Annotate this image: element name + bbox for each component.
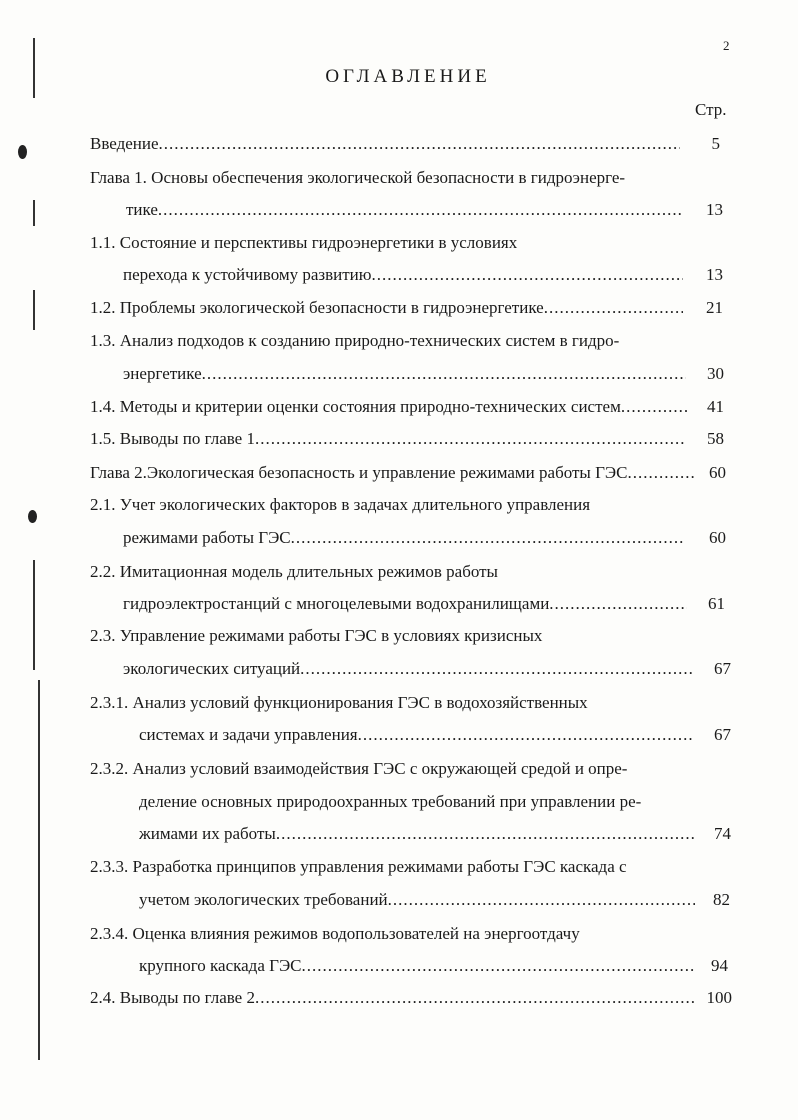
leader-dots [158,200,682,220]
margin-line [38,680,40,1060]
toc-entry-page: 67 [714,659,731,678]
toc-entry-page: 58 [707,429,724,448]
toc-entry-text: режимами работы ГЭС [123,528,291,547]
toc-entry-text: 2.4. Выводы по главе 2 [90,988,255,1007]
leader-dots [628,463,695,483]
toc-entry-text: Введение [90,134,159,153]
leader-dots [276,824,697,844]
leader-dots [302,956,695,976]
toc-entry-text: 1.4. Методы и критерии оценки состояния природно-технических систем [90,397,621,416]
toc-entry-page: 67 [714,725,731,744]
toc-entry-page: 100 [706,988,732,1007]
leader-dots [371,265,683,285]
toc-entry-text: тике [126,200,158,219]
margin-blob [28,510,37,523]
toc-entry-text: 2.1. Учет экологических факторов в задачах длительного управления [90,495,591,514]
toc-entry-text: 2.3. Управление режимами работы ГЭС в условиях кризисных [90,626,543,645]
toc-entry-text: 1.1. Состояние и перспективы гидроэнергетики в условиях [90,233,518,252]
toc-entry-text: 2.3.4. Оценка влияния режимов водопользователей на энергоотдачу [90,924,580,943]
leader-dots [255,429,686,449]
margin-line [33,38,35,98]
toc-entry-page: 13 [706,200,723,219]
toc-entry-text: системах и задачи управления [139,725,358,744]
toc-entry-page: 61 [708,594,725,613]
toc-entry-text: гидроэлектростанций с многоцелевыми водохранилищами [123,594,550,613]
toc-entry-page: 60 [709,528,726,547]
leader-dots [300,659,693,679]
toc-entry-page: 94 [711,956,728,975]
toc-entry-page: 74 [714,824,731,843]
toc-entry-page: 21 [706,298,723,317]
toc-entry-text: 1.5. Выводы по главе 1 [90,429,255,448]
page-number: 2 [723,38,730,53]
toc-entry-text: 2.3.2. Анализ условий взаимодействия ГЭС с окружающей средой и опре- [90,759,628,778]
toc-entry-text: учетом экологических требований [139,890,388,909]
toc-entry-page: 41 [707,397,724,416]
toc-entry-text: 1.2. Проблемы экологической безопасности в гидроэнергетике [90,298,544,317]
toc-entry-text: 2.2. Имитационная модель длительных режимов работы [90,562,498,581]
page-title: ОГЛАВЛЕНИЕ [325,66,491,87]
toc-entry-page: 82 [713,890,730,909]
margin-blob [18,145,27,159]
page-column-label: Стр. [695,100,727,119]
toc-entry-text: деление основных природоохранных требований при управлении ре- [139,792,642,811]
leader-dots [388,890,695,910]
toc-entry-text: Глава 2.Экологическая безопасность и управление режимами работы ГЭС [90,463,628,482]
toc-entry-text: перехода к устойчивому развитию [123,265,372,284]
toc-entry-text: Глава 1. Основы обеспечения экологической безопасности в гидроэнерге- [90,168,626,187]
leader-dots [621,397,688,417]
leader-dots [544,298,683,318]
toc-entry-text: экологических ситуаций [123,659,301,678]
toc-entry-text: жимами их работы [139,824,276,843]
leader-dots [202,364,686,384]
toc-entry-text: 2.3.1. Анализ условий функционирования ГЭС в водохозяйственных [90,693,588,712]
leader-dots [358,725,693,745]
toc-entry-text: крупного каскада ГЭС [139,956,302,975]
toc-entry-page: 5 [711,134,720,153]
margin-line [33,560,35,670]
toc-entry-text: энергетике [123,364,202,383]
toc-entry-text: 1.3. Анализ подходов к созданию природно-технических систем в гидро- [90,331,620,350]
leader-dots [549,594,687,614]
leader-dots [255,988,695,1008]
margin-line [33,200,35,226]
toc-entry-page: 30 [707,364,724,383]
toc-entry-page: 60 [709,463,726,482]
leader-dots [159,134,680,154]
margin-line [33,290,35,330]
leader-dots [291,528,685,548]
toc-entry-text: 2.3.3. Разработка принципов управления режимами работы ГЭС каскада с [90,857,627,876]
toc-entry-page: 13 [706,265,723,284]
